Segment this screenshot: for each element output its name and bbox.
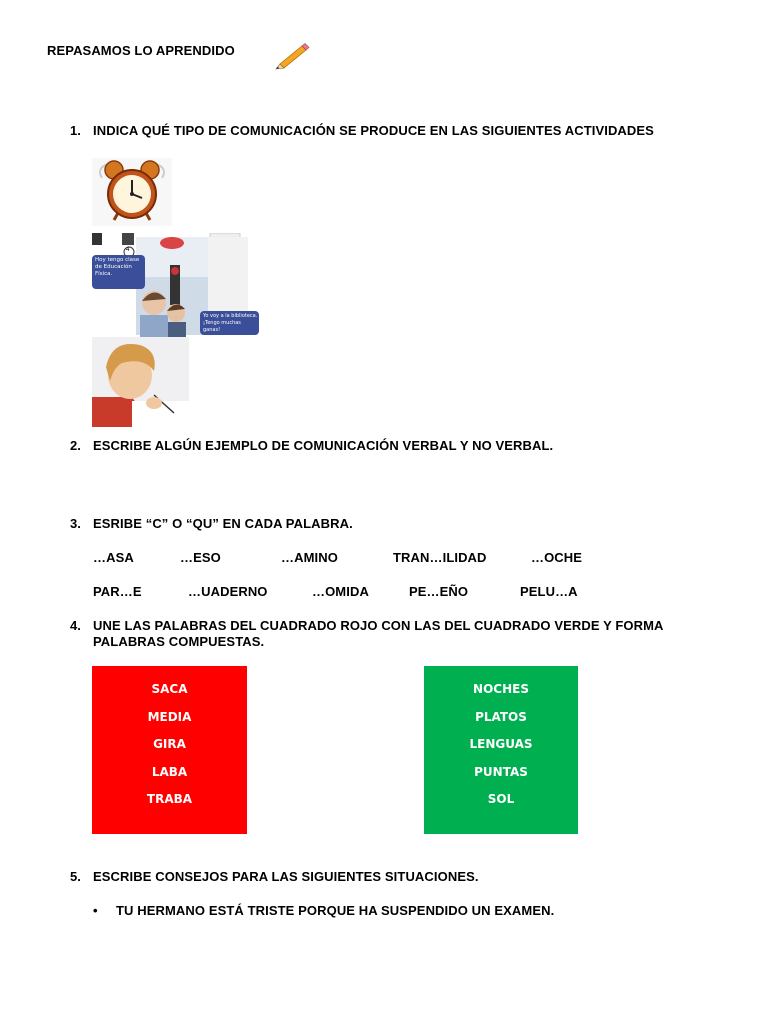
question-5-number: 5. <box>70 869 81 884</box>
question-1-number: 1. <box>70 123 81 138</box>
red-word[interactable]: LABA <box>151 765 188 779</box>
word-blank: TRAN…ILIDAD <box>393 550 487 565</box>
pencil-icon <box>272 40 312 70</box>
green-word[interactable]: NOCHES <box>473 682 529 696</box>
boy-writing-image <box>92 337 189 427</box>
word-blank: PAR…E <box>93 584 142 599</box>
question-4-text: UNE LAS PALABRAS DEL CUADRADO ROJO CON LAS DEL CUADRADO VERDE Y FORMA <box>93 618 664 633</box>
speech-bubble-left <box>92 255 145 289</box>
word-blank: …UADERNO <box>188 584 268 599</box>
word-blank: …AMINO <box>281 550 338 565</box>
word-blank: PE…EÑO <box>409 584 469 599</box>
word-blank: …ESO <box>180 550 221 565</box>
green-word[interactable]: SOL <box>487 792 515 806</box>
speech-bubble-left-line: Física. <box>95 271 113 277</box>
page-title: REPASAMOS LO APRENDIDO <box>47 43 235 58</box>
green-word[interactable]: PUNTAS <box>474 765 528 779</box>
speech-bubble-left-line: de Educación <box>95 264 132 270</box>
question-5-item: TU HERMANO ESTÁ TRISTE PORQUE HA SUSPENDIDO UN EXAMEN. <box>116 903 555 918</box>
speech-bubble-right-line: Yo voy a la biblioteca. <box>203 313 258 319</box>
question-2-number: 2. <box>70 438 81 453</box>
word-blank: …ASA <box>93 550 134 565</box>
children-talking-image <box>92 233 260 337</box>
word-blank: …OMIDA <box>312 584 369 599</box>
question-4-number: 4. <box>70 618 81 633</box>
question-1-text: INDICA QUÉ TIPO DE COMUNICACIÓN SE PRODUCE EN LAS SIGUIENTES ACTIVIDADES <box>93 123 654 138</box>
red-word[interactable]: TRABA <box>146 792 193 806</box>
red-word[interactable]: SACA <box>151 682 188 696</box>
red-word[interactable]: MEDIA <box>147 710 192 724</box>
alarm-clock-image <box>92 158 172 226</box>
green-word[interactable]: PLATOS <box>475 710 527 724</box>
question-2-text: ESCRIBE ALGÚN EJEMPLO DE COMUNICACIÓN VERBAL Y NO VERBAL. <box>93 438 554 453</box>
question-5-text: ESCRIBE CONSEJOS PARA LAS SIGUIENTES SITUACIONES. <box>93 869 479 884</box>
speech-bubble-right-line: ¡Tengo muchas ganas! <box>203 320 241 333</box>
word-blank: PELU…A <box>520 584 578 599</box>
question-3-text: ESRIBE “C” O “QU” EN CADA PALABRA. <box>93 516 353 531</box>
speech-bubble-right <box>200 311 259 335</box>
speech-bubble-left-line: Hoy tengo clase <box>95 257 140 263</box>
green-word[interactable]: LENGUAS <box>469 737 533 751</box>
bullet: • <box>93 903 98 918</box>
photo-badge: 4 <box>126 247 130 253</box>
red-word[interactable]: GIRA <box>153 737 186 751</box>
green-word-box <box>424 666 578 834</box>
word-blank: …OCHE <box>531 550 583 565</box>
question-3-number: 3. <box>70 516 81 531</box>
red-word-box <box>92 666 247 834</box>
question-4-text-continued: PALABRAS COMPUESTAS. <box>93 634 265 649</box>
